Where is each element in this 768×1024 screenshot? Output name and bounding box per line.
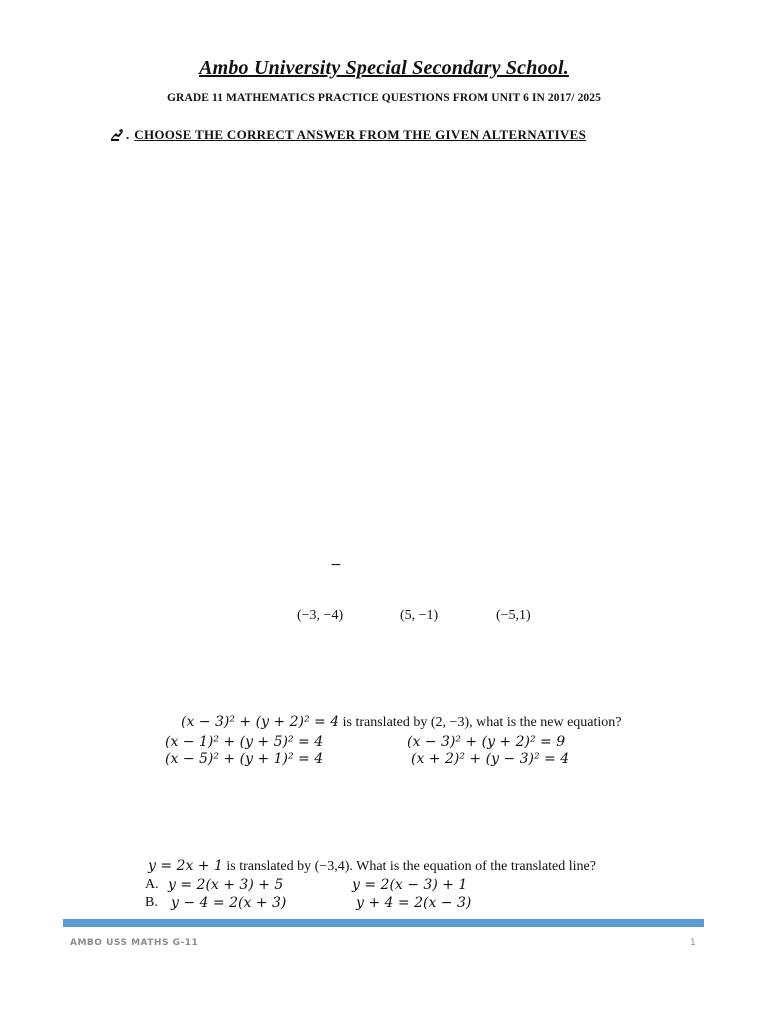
question3-stem (148, 858, 596, 875)
question1-option: (−3, −4) (297, 608, 344, 623)
footer-text: AMBO USS MATHS G-11 (70, 938, 199, 948)
instruction-number: . (126, 127, 130, 142)
question3-option: y = 2(x + 3) + 5 (168, 877, 284, 893)
instruction-text: CHOOSE THE CORRECT ANSWER FROM THE GIVEN ALTERNATIVES (134, 127, 587, 142)
question3-stem-text: is translated by (−3,4). What is the equation of the translated line? (222, 859, 596, 874)
question3-option-label: A. (145, 877, 159, 892)
question3-stem-math: y = 2x + 1 (148, 858, 223, 874)
question3-option: y = 2(x − 3) + 1 (352, 877, 468, 893)
page-number: 1 (690, 938, 696, 948)
question2-stem-math: (x − 3)² + (y + 2)² = 4 (181, 714, 340, 730)
question2-option: (x + 2)² + (y − 3)² = 4 (411, 751, 570, 767)
instruction-heading (110, 127, 586, 143)
question2-stem-text: is translated by (2, −3), what is the new equation? (339, 715, 622, 730)
page-subtitle: GRADE 11 MATHEMATICS PRACTICE QUESTIONS FROM UNIT 6 IN 2017/ 2025 (167, 92, 601, 104)
question3-option-label: B. (145, 895, 158, 910)
question2-option: (x − 5)² + (y + 1)² = 4 (165, 751, 324, 767)
pencil-hand-icon (110, 128, 124, 142)
question1-dash: − (330, 557, 342, 573)
question1-option: (−5,1) (496, 608, 531, 623)
question2-option: (x − 3)² + (y + 2)² = 9 (407, 734, 566, 750)
question1-option: (5, −1) (400, 608, 439, 623)
question2-option: (x − 1)² + (y + 5)² = 4 (165, 734, 324, 750)
question3-option: y + 4 = 2(x − 3) (356, 895, 472, 911)
page-title: Ambo University Special Secondary School. (199, 57, 569, 79)
question2-stem (181, 714, 622, 731)
footer-divider (63, 919, 704, 927)
question3-option: y − 4 = 2(x + 3) (171, 895, 287, 911)
